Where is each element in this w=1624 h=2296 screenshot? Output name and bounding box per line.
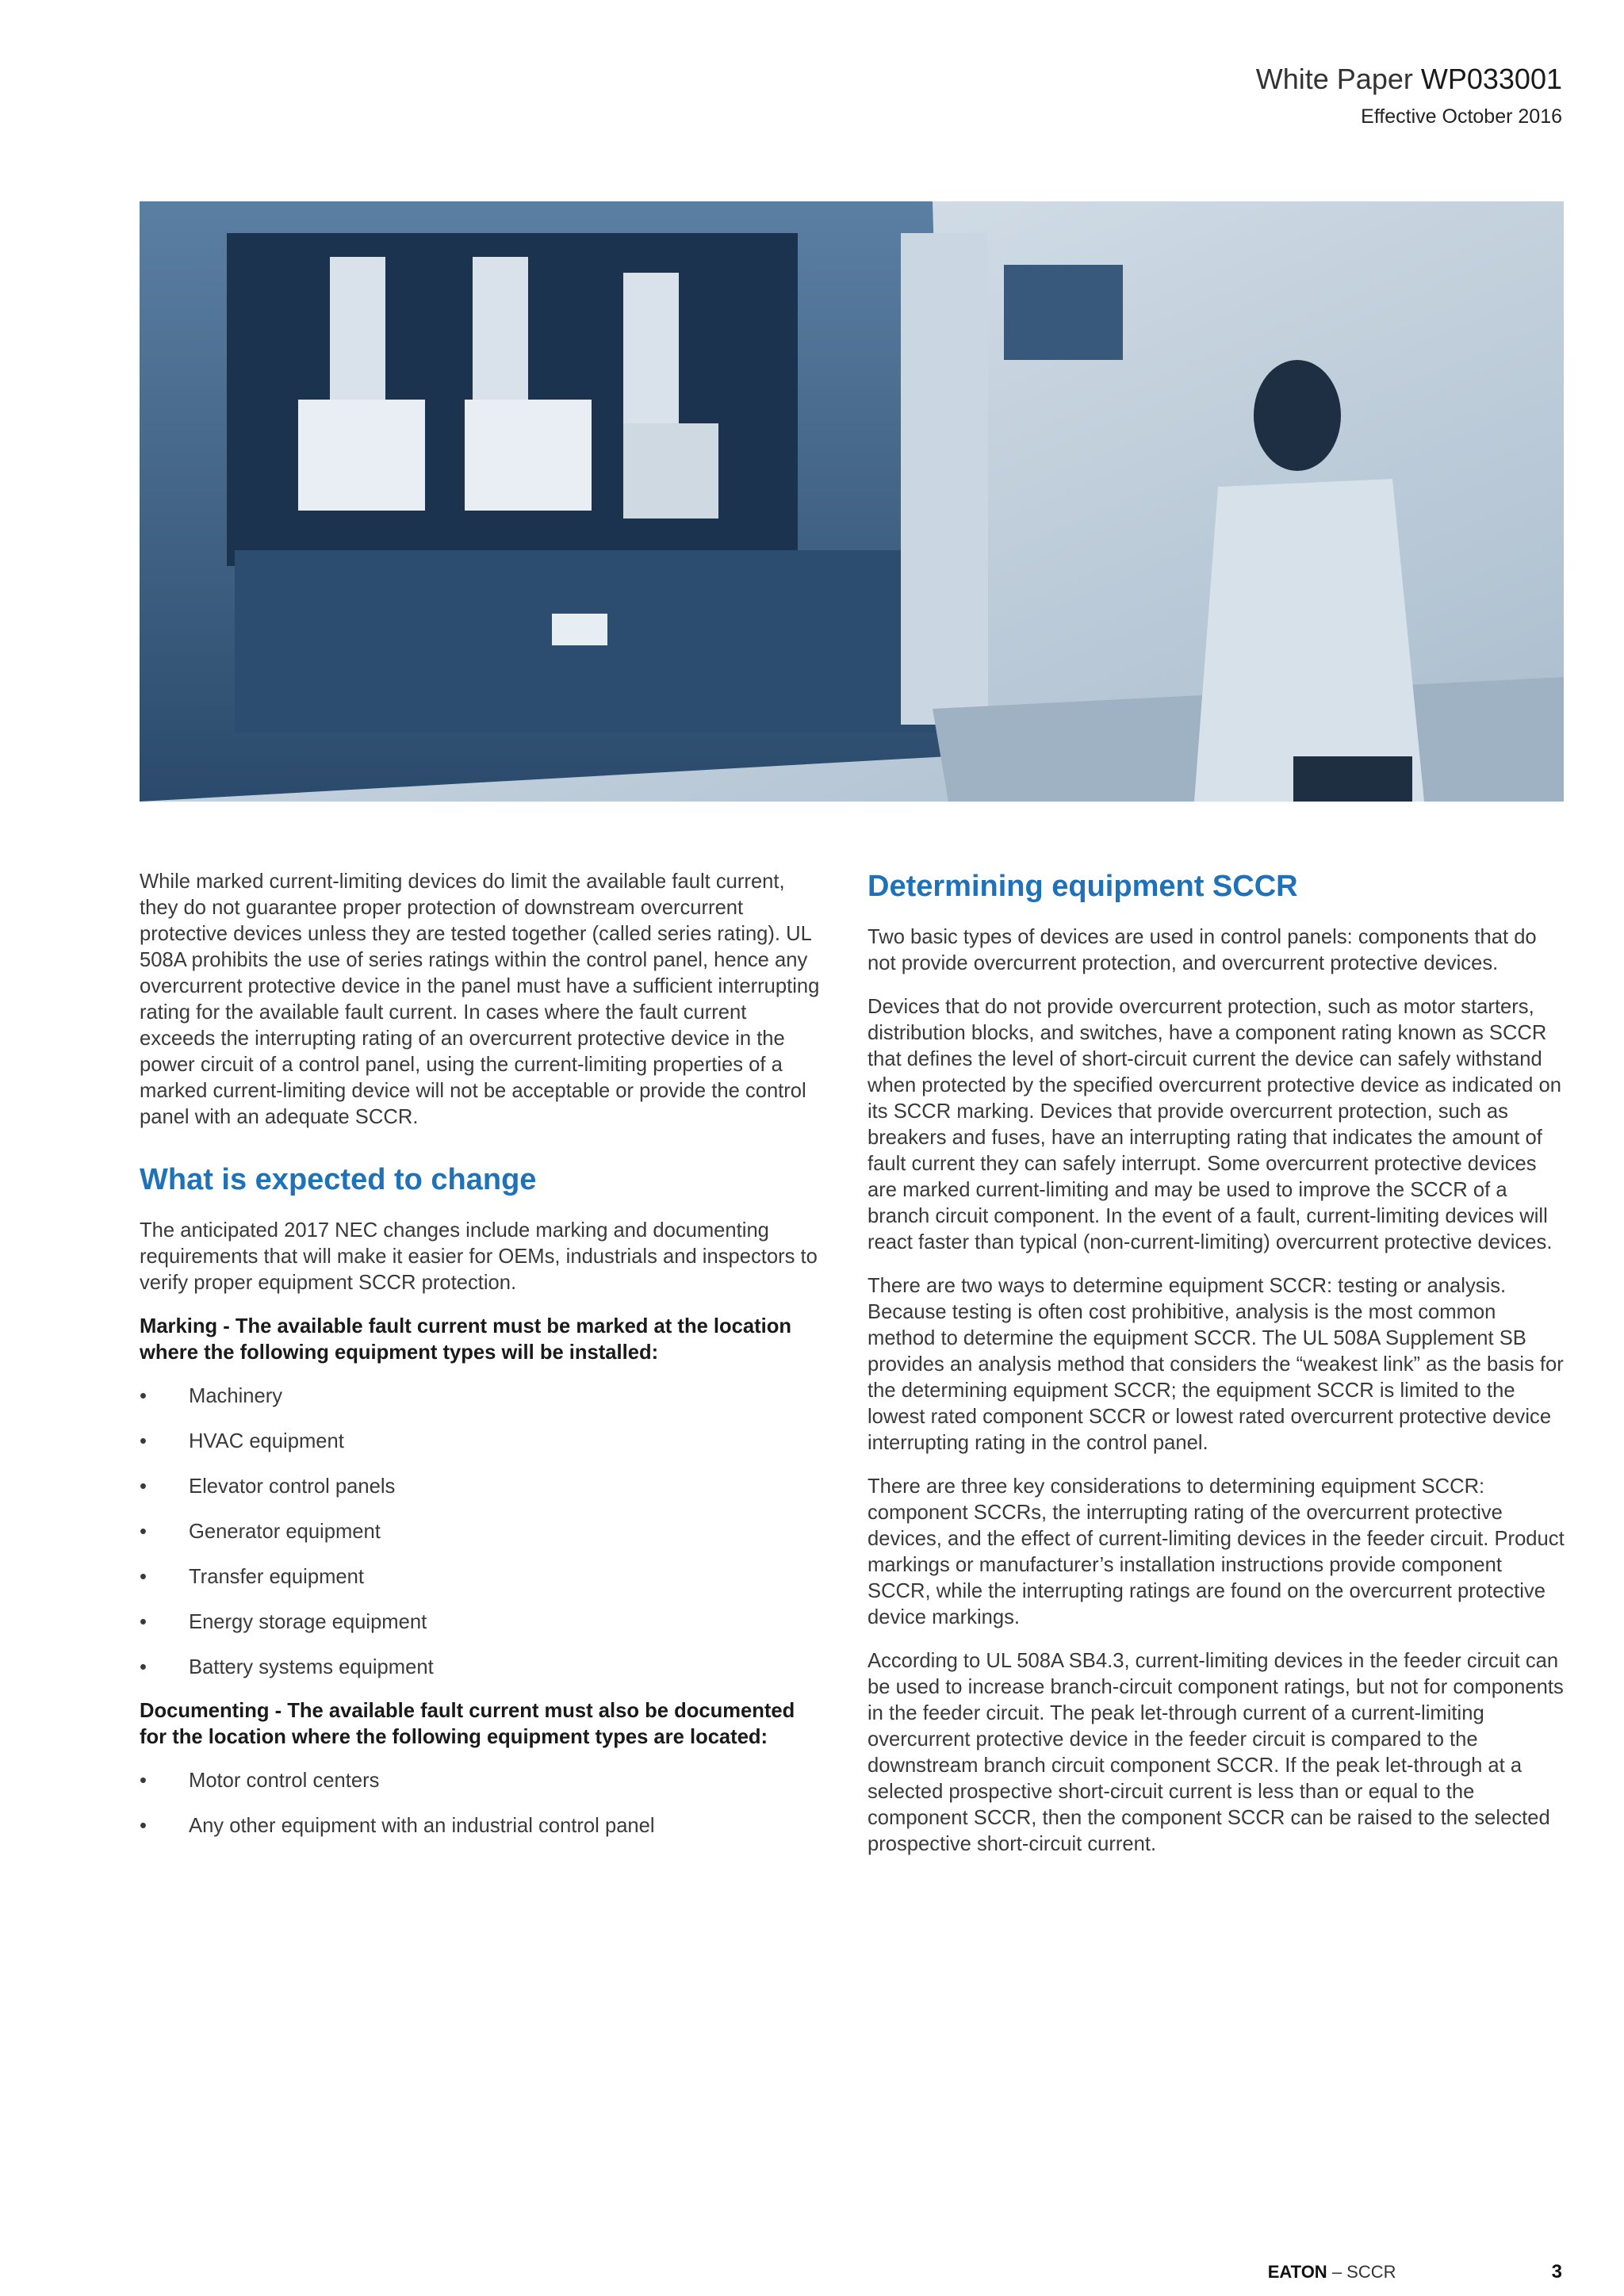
list-item: • Generator equipment bbox=[140, 1519, 822, 1545]
documenting-list bbox=[140, 1768, 822, 1839]
list-item: • Transfer equipment bbox=[140, 1564, 822, 1590]
overcurrent-paragraph: Devices that do not provide overcurrent protection, such as motor starters, distribution blocks, and switches, have a component rating known as SCCR that defines the level of short-circuit current the device can safely withstand when protected by the specified overcurrent protective device as indicated on its SCCR marking. Devices that provide overcurrent protection, such as breakers and fuses, have an interrupting rating that indicates the amount of fault current they can safely interrupt. Some overcurrent protective devices are marked current-limiting and may be used to improve the SCCR of a branch circuit component. In the event of a fault, current-limiting devices will react faster than typical (non-current-limiting) overcurrent protective devices. bbox=[868, 996, 1561, 1253]
testing-analysis-paragraph: There are two ways to determine equipment SCCR: testing or analysis. Because testing is often cost prohibitive, analysis is the most common method to determine the equipment SCCR. The UL 508A Supplement SB provides an analysis method that considers the “weakest link” as the basis for the determining equipment SCCR; the equipment SCCR is limited to the lowest rated component SCCR or lowest rated overcurrent protective device interrupting rating in the control panel. bbox=[868, 1275, 1564, 1454]
list-item: • Machinery bbox=[140, 1383, 822, 1410]
list-item: • HVAC equipment bbox=[140, 1429, 822, 1455]
page-number: 3 bbox=[1551, 2261, 1562, 2283]
page-footer bbox=[1268, 2261, 1562, 2283]
page-header bbox=[1256, 62, 1562, 128]
factory-photo-illustration bbox=[140, 201, 1564, 802]
marking-lead: Marking - The available fault current must be marked at the location where the following equipment types will be installed: bbox=[140, 1315, 792, 1364]
brand-name: EATON bbox=[1267, 2262, 1327, 2282]
document-type-label: White Paper bbox=[1255, 63, 1413, 95]
bullet-icon: • bbox=[140, 1521, 147, 1543]
intro-paragraph: While marked current-limiting devices do limit the available fault current, they do not guarantee proper protection of downstream overcurrent protective devices unless they are tested together (called series rating). UL 508A prohibits the use of series ratings within the control panel, hence any overcurrent protective device in the panel must have a sufficient interrupting rating for the available fault current. In cases where the fault current exceeds the interrupting rating of an overcurrent protective device in the power circuit of a control panel, using the current-limiting properties of a marked current-limiting device will not be acceptable or provide the control panel with an adequate SCCR. bbox=[140, 871, 820, 1128]
sb43-paragraph: According to UL 508A SB4.3, current-limiting devices in the feeder circuit can be used to increase branch-circuit component ratings, but not for components in the feeder circuit. The peak let-through current of a current-limiting overcurrent protective device in the feeder circuit is compared to the downstream branch circuit component SCCR. If the peak let-through at a selected prospective short-circuit current is less than or equal to the component SCCR, then the component SCCR can be raised to the selected prospective short-circuit current. bbox=[868, 1650, 1564, 1855]
bullet-icon: • bbox=[140, 1566, 147, 1588]
right-column bbox=[868, 869, 1565, 1875]
list-item: • Any other equipment with an industrial control panel bbox=[140, 1813, 822, 1839]
document-title bbox=[1256, 62, 1562, 97]
documenting-lead: Documenting - The available fault current must also be documented for the location where the following equipment types are located: bbox=[140, 1700, 795, 1748]
key-considerations-paragraph: There are three key considerations to determining equipment SCCR: component SCCRs, the interrupting rating of the overcurrent protective devices, and the effect of current-limiting devices in the feeder circuit. Product markings or manufacturer’s installation instructions provide component SCCR, while the interrupting ratings are found on the overcurrent protective device markings. bbox=[868, 1475, 1565, 1628]
section-heading-expected-change: What is expected to change bbox=[140, 1163, 537, 1196]
hero-photo bbox=[140, 201, 1564, 802]
bullet-icon: • bbox=[140, 1611, 147, 1633]
marking-list bbox=[140, 1383, 822, 1681]
bullet-icon: • bbox=[140, 1475, 147, 1498]
footer-subject: SCCR bbox=[1346, 2262, 1396, 2282]
bullet-icon: • bbox=[140, 1656, 147, 1678]
list-item: • Battery systems equipment bbox=[140, 1655, 822, 1681]
device-types-paragraph: Two basic types of devices are used in control panels: components that do not provide overcurrent protection, and overcurrent protective devices. bbox=[868, 926, 1537, 974]
bullet-icon: • bbox=[140, 1815, 147, 1837]
bullet-icon: • bbox=[140, 1385, 147, 1407]
document-id: WP033001 bbox=[1420, 63, 1562, 95]
list-item: • Elevator control panels bbox=[140, 1474, 822, 1500]
nec-changes-paragraph: The anticipated 2017 NEC changes include marking and documenting requirements that will make it easier for OEMs, industrials and inspectors to verify proper equipment SCCR protection. bbox=[140, 1219, 818, 1294]
effective-date: Effective October 2016 bbox=[1361, 105, 1562, 128]
list-item: • Motor control centers bbox=[140, 1768, 822, 1794]
list-item: • Energy storage equipment bbox=[140, 1609, 822, 1636]
bullet-icon: • bbox=[140, 1430, 147, 1452]
left-column bbox=[140, 869, 822, 1858]
footer-separator: – bbox=[1327, 2262, 1347, 2282]
bullet-icon: • bbox=[140, 1770, 147, 1792]
section-heading-determining-sccr: Determining equipment SCCR bbox=[868, 870, 1298, 903]
